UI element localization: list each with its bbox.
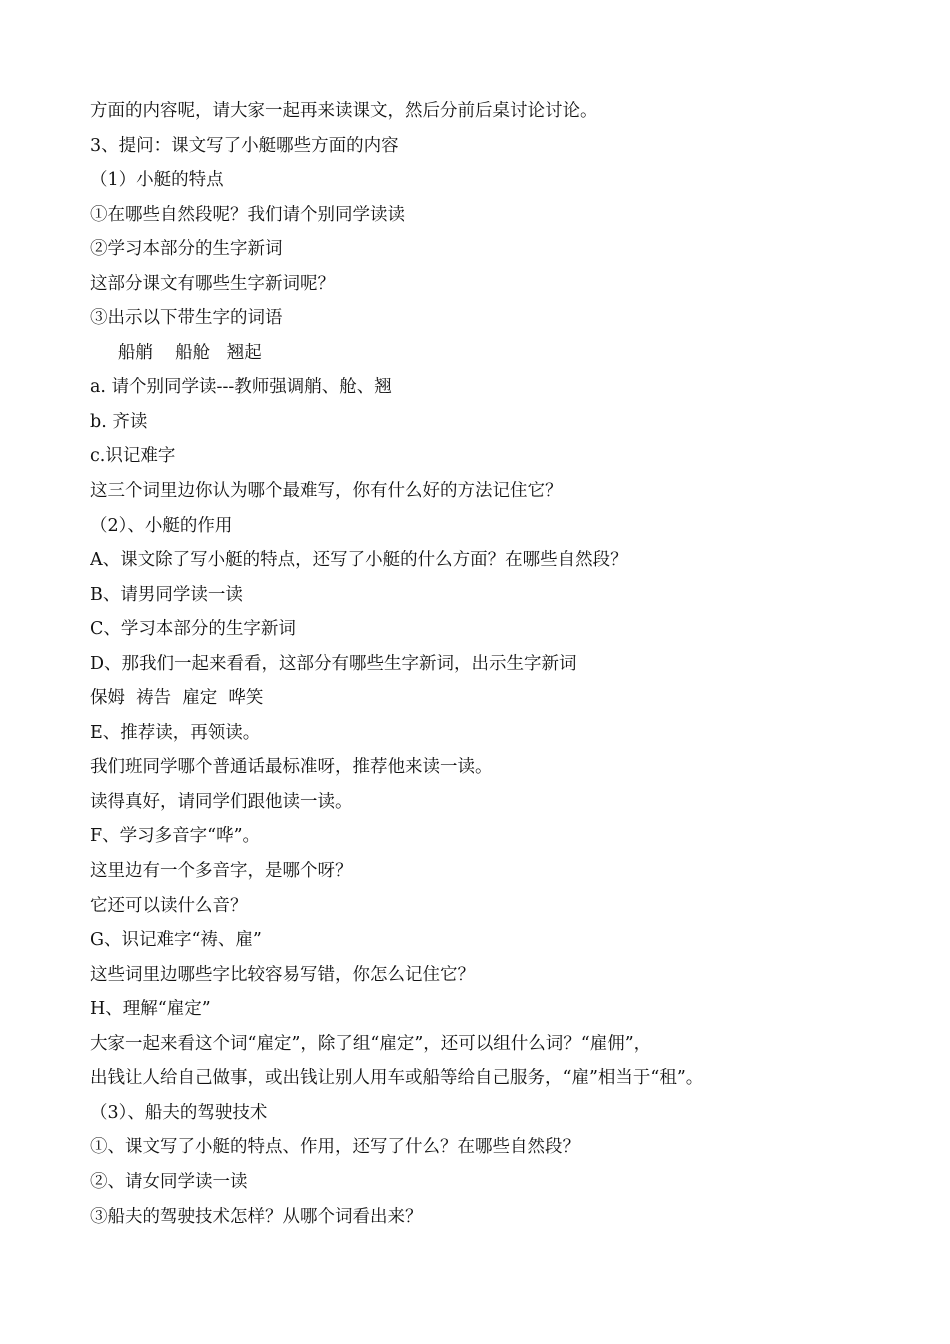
text-line: 它还可以读什么音？	[90, 895, 248, 916]
text-line: （3）、船夫的驾驶技术	[90, 1102, 268, 1123]
text-line: ②学习本部分的生字新词	[90, 239, 283, 260]
text-line: B、请男同学读一读	[90, 584, 243, 605]
text-line: F、学习多音字“哗”。	[90, 826, 261, 847]
text-line: ①在哪些自然段呢？我们请个别同学读读	[90, 204, 405, 225]
text-line: 方面的内容呢，请大家一起再来读课文，然后分前后桌讨论讨论。	[90, 101, 598, 121]
text-line: 这三个词里边你认为哪个最难写，你有什么好的方法记住它？	[90, 481, 563, 502]
text-line: 船艄 船舱 翘起	[90, 342, 262, 363]
text-line: b. 齐读	[90, 411, 148, 432]
text-line: 我们班同学哪个普通话最标准呀，推荐他来读一读。	[90, 757, 493, 778]
text-line: 3、提问：课文写了小艇哪些方面的内容	[90, 135, 399, 156]
text-line: ③出示以下带生字的词语	[90, 308, 283, 329]
text-line: c.识记难字	[90, 446, 176, 467]
text-line: a. 请个别同学读---教师强调艄、舱、翘	[90, 377, 392, 398]
document-body	[90, 94, 870, 1234]
text-line: 读得真好，请同学们跟他读一读。	[90, 791, 353, 812]
text-line: ①、课文写了小艇的特点、作用，还写了什么？在哪些自然段？	[90, 1137, 580, 1158]
text-line: D、那我们一起来看看，这部分有哪些生字新词，出示生字新词	[90, 653, 577, 674]
text-line: E、推荐读，再领读。	[90, 722, 261, 743]
text-line: 大家一起来看这个词“雇定”，除了组“雇定”，还可以组什么词？“雇佣”，	[90, 1033, 652, 1054]
text-line: ②、请女同学读一读	[90, 1171, 248, 1192]
text-line: G、识记难字“祷、雇”	[90, 930, 262, 951]
text-line: 出钱让人给自己做事，或出钱让别人用车或船等给自己服务，“雇”相当于“租”。	[90, 1068, 704, 1089]
text-line: H、理解“雇定”	[90, 999, 211, 1020]
text-line: 这部分课文有哪些生字新词呢？	[90, 273, 335, 294]
text-line: （2）、小艇的作用	[90, 515, 233, 536]
text-line: ③船夫的驾驶技术怎样？从哪个词看出来？	[90, 1206, 423, 1227]
text-line: 保姆 祷告 雇定 哗笑	[90, 688, 264, 709]
text-line: A、课文除了写小艇的特点，还写了小艇的什么方面？在哪些自然段？	[90, 550, 628, 571]
text-line: 这里边有一个多音字，是哪个呀？	[90, 861, 353, 882]
text-line: 这些词里边哪些字比较容易写错，你怎么记住它？	[90, 964, 475, 985]
text-line: （1）小艇的特点	[90, 170, 224, 191]
text-line: C、学习本部分的生字新词	[90, 619, 296, 640]
